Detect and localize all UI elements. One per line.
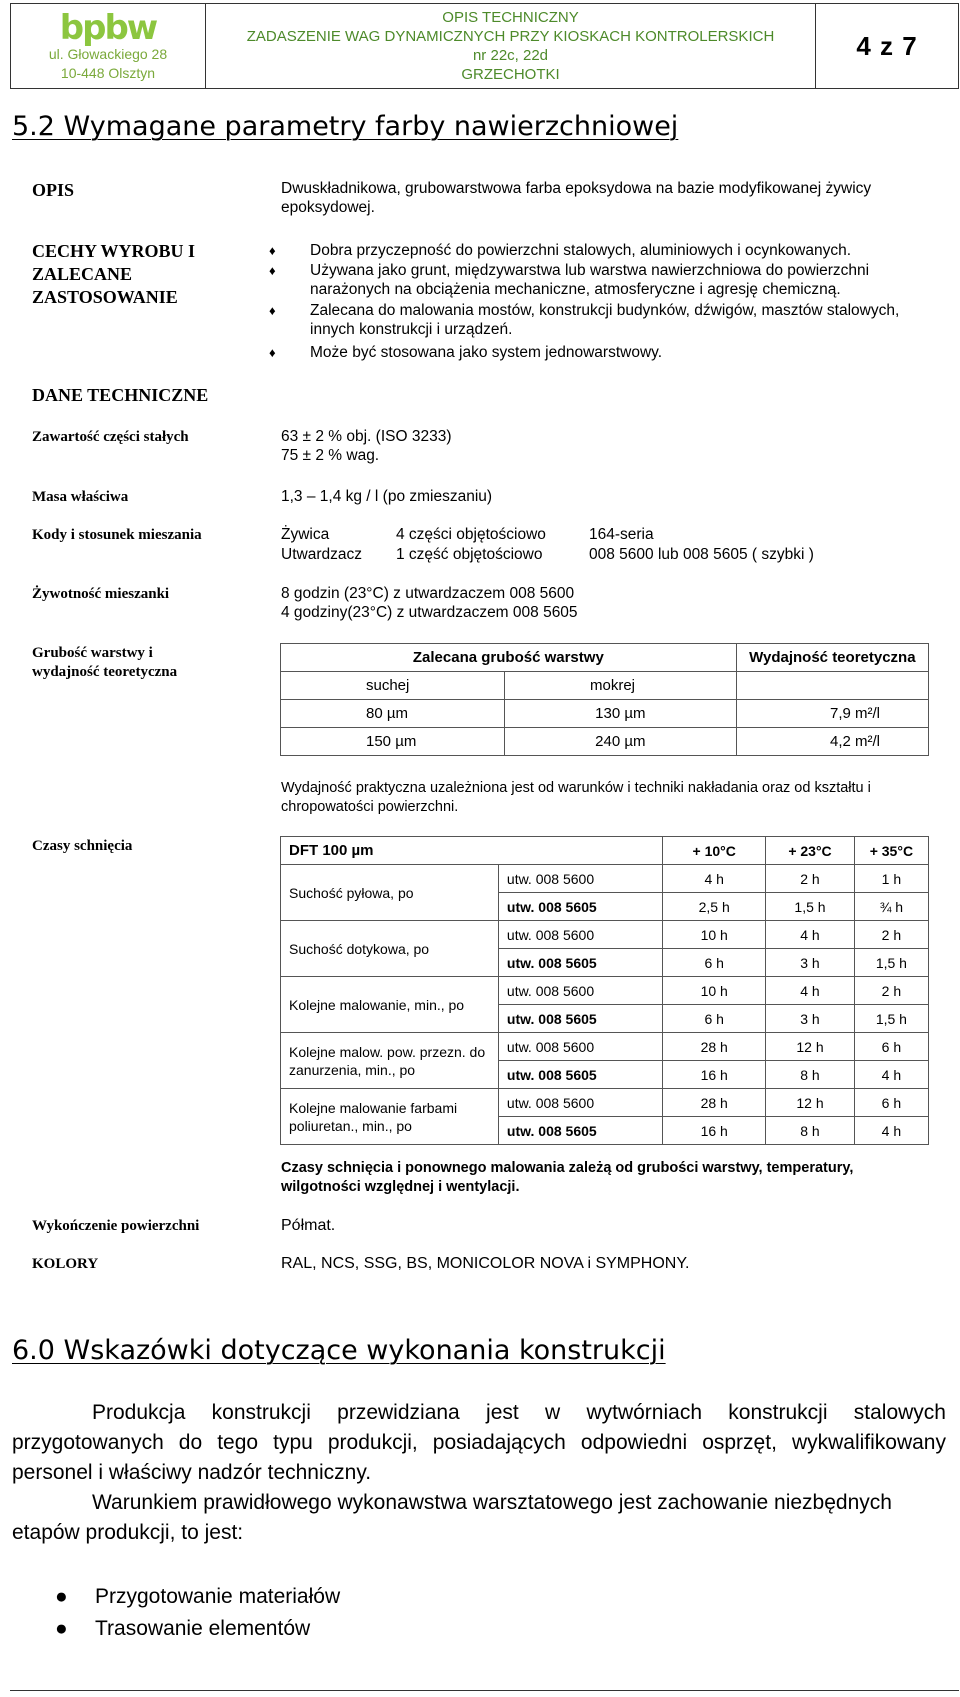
table-row xyxy=(281,921,929,949)
company-cell xyxy=(11,4,206,89)
drying-header-35: + 35°C xyxy=(854,837,928,865)
table-cell: 6 h xyxy=(854,1089,928,1117)
zawartosc-label: Zawartość części stałych xyxy=(32,429,189,445)
table-cell: 8 h xyxy=(766,1061,855,1089)
table-cell: 12 h xyxy=(766,1033,855,1061)
drying-group-label: Suchość pyłowa, po xyxy=(281,865,499,921)
kody-cell: 008 5600 lub 008 5605 ( szybki ) xyxy=(589,546,814,563)
address-line-2: 10-448 Olsztyn xyxy=(60,65,156,81)
doc-line-2: ZADASZENIE WAG DYNAMICZNYCH PRZY KIOSKACH KONTROLERSKICH xyxy=(246,28,775,45)
opis-text: Dwuskładnikowa, grubowarstwowa farba epoksydowa na bazie modyfikowanej żywicy epoksydowej. xyxy=(281,180,872,216)
dane-techniczne-label: DANE TECHNICZNE xyxy=(32,385,209,405)
table-cell: 16 h xyxy=(663,1061,766,1089)
diamond-bullet-icon: ♦ xyxy=(269,303,276,318)
table-cell: utw. 008 5605 xyxy=(498,949,662,977)
list-item: ♦ Dobra przyczepność do powierzchni stalowych, aluminiowych i ocynkowanych. xyxy=(269,242,852,259)
table-cell: 4 h xyxy=(766,977,855,1005)
table-row xyxy=(281,1089,929,1117)
kolory-value: RAL, NCS, SSG, BS, MONICOLOR NOVA i SYMPHONY. xyxy=(281,1255,690,1272)
table-cell: 4 h xyxy=(854,1117,928,1145)
bullet-icon: ● xyxy=(55,1617,68,1640)
wydajnosc-note: Wydajność praktyczna uzależniona jest od warunków i techniki nakładania oraz od kształtu i chropowatości powierzchni. xyxy=(281,780,871,815)
table-cell: 4 h xyxy=(663,865,766,893)
table-cell: 8 h xyxy=(766,1117,855,1145)
thickness-header-2: Wydajność teoretyczna xyxy=(736,644,928,672)
doc-line-3: nr 22c, 22d xyxy=(472,47,549,64)
grubosc-label xyxy=(32,644,177,682)
list-item: ♦ Zalecana do malowania mostów, konstrukcji budynków, dźwigów, masztów stalowych, innych konstrukcji i urządzeń. xyxy=(269,302,900,338)
footer-divider xyxy=(10,1690,959,1691)
table-cell: 1,5 h xyxy=(766,893,855,921)
document-title-cell xyxy=(206,4,816,89)
kody-cell: 1 część objętościowo xyxy=(396,546,543,563)
opis-label: OPIS xyxy=(32,180,75,200)
kody-label: Kody i stosunek mieszania xyxy=(32,527,202,543)
table-cell: 7,9 m²/l xyxy=(736,700,928,728)
zywotnosc-value-1: 8 godzin (23°C) z utwardzaczem 008 5600 xyxy=(281,585,575,602)
kolory-label: KOLORY xyxy=(32,1256,99,1272)
drying-group-label: Kolejne malowanie, min., po xyxy=(281,977,499,1033)
table-cell: utw. 008 5600 xyxy=(498,977,662,1005)
kody-cell: 164-seria xyxy=(589,526,654,543)
paragraph-2: Warunkiem prawidłowego wykonawstwa warsztatowego jest zachowanie niezbędnych etapów produkcji, to jest: xyxy=(12,1491,892,1544)
doc-line-1: OPIS TECHNICZNY xyxy=(442,9,579,26)
cechy-label xyxy=(32,240,195,309)
table-cell: 150 µm xyxy=(281,728,505,756)
table-cell: 1,5 h xyxy=(854,1005,928,1033)
table-row xyxy=(281,728,929,756)
czasy-label: Czasy schnięcia xyxy=(32,838,133,854)
page-header xyxy=(10,3,959,89)
table-cell: 28 h xyxy=(663,1033,766,1061)
thickness-table xyxy=(280,643,929,756)
table-cell: 4 h xyxy=(854,1061,928,1089)
table-cell: ¾ h xyxy=(854,893,928,921)
paragraph-1: Produkcja konstrukcji przewidziana jest w wytwórniach konstrukcji stalowych przygotowanych do tego typu produkcji, posiadających odpowiedni osprzęt, wykwalifikowany personel i właściwy nadzór techniczny. xyxy=(12,1401,946,1484)
diamond-bullet-icon: ♦ xyxy=(269,263,276,278)
table-cell: utw. 008 5600 xyxy=(498,921,662,949)
table-cell: 16 h xyxy=(663,1117,766,1145)
drying-group-label: Kolejne malowanie farbami poliuretan., min., po xyxy=(281,1089,499,1145)
masa-label: Masa właściwa xyxy=(32,489,129,505)
diamond-bullet-icon: ♦ xyxy=(269,345,276,360)
drying-header-10: + 10°C xyxy=(663,837,766,865)
table-cell: 2 h xyxy=(766,865,855,893)
section-5-2-title: 5.2 Wymagane parametry farby nawierzchniowej xyxy=(12,111,679,142)
wykonczenie-value: Półmat. xyxy=(281,1217,336,1234)
thickness-header-1: Zalecana grubość warstwy xyxy=(281,644,737,672)
thickness-sub-1: suchej xyxy=(281,672,505,700)
table-cell: 2 h xyxy=(854,977,928,1005)
list-item: ● Trasowanie elementów xyxy=(55,1614,310,1644)
czasy-note: Czasy schnięcia i ponownego malowania zależą od grubości warstwy, temperatury, wilgotności względnej i wentylacji. xyxy=(281,1160,854,1195)
zywotnosc-label: Żywotność mieszanki xyxy=(32,586,170,602)
table-cell: utw. 008 5600 xyxy=(498,865,662,893)
table-cell: 1 h xyxy=(854,865,928,893)
drying-table xyxy=(280,836,929,1145)
list-item: ♦ Może być stosowana jako system jednowarstwowy. xyxy=(269,344,663,361)
cechy-label-line-1: CECHY WYROBU I xyxy=(32,241,196,261)
drying-group-label: Suchość dotykowa, po xyxy=(281,921,499,977)
table-cell: 6 h xyxy=(854,1033,928,1061)
grubosc-label-line-2: wydajność teoretyczna xyxy=(32,664,178,680)
table-cell: utw. 008 5605 xyxy=(498,1117,662,1145)
table-cell: utw. 008 5605 xyxy=(498,1061,662,1089)
cechy-label-line-2: ZALECANE xyxy=(32,264,133,284)
section-6-0-title: 6.0 Wskazówki dotyczące wykonania konstrukcji xyxy=(12,1335,666,1366)
table-cell: 28 h xyxy=(663,1089,766,1117)
company-logo: bpbw xyxy=(59,8,157,48)
bullet-icon: ● xyxy=(55,1585,68,1608)
table-cell: utw. 008 5600 xyxy=(498,1033,662,1061)
address-line-1: ul. Głowackiego 28 xyxy=(48,46,168,62)
zawartosc-value-1: 63 ± 2 % obj. (ISO 3233) xyxy=(281,428,452,445)
page-number: 4 z 7 xyxy=(816,4,959,89)
table-cell: 6 h xyxy=(663,949,766,977)
table-cell: 4,2 m²/l xyxy=(736,728,928,756)
table-cell: 1,5 h xyxy=(854,949,928,977)
zawartosc-value-2: 75 ± 2 % wag. xyxy=(281,447,380,464)
table-cell: 3 h xyxy=(766,1005,855,1033)
table-cell: 10 h xyxy=(663,921,766,949)
grubosc-label-line-1: Grubość warstwy i xyxy=(32,645,153,661)
table-cell: utw. 008 5605 xyxy=(498,1005,662,1033)
masa-value: 1,3 – 1,4 kg / l (po zmieszaniu) xyxy=(281,488,493,505)
drying-header-dft: DFT 100 µm xyxy=(281,837,663,865)
table-cell: 80 µm xyxy=(281,700,505,728)
table-row xyxy=(281,700,929,728)
kody-cell: Utwardzacz xyxy=(281,546,362,563)
table-row xyxy=(281,977,929,1005)
kody-cell: 4 części objętościowo xyxy=(396,526,546,543)
table-cell: 2 h xyxy=(854,921,928,949)
table-row xyxy=(281,1033,929,1061)
table-cell: 130 µm xyxy=(505,700,737,728)
table-cell: 2,5 h xyxy=(663,893,766,921)
thickness-sub-empty xyxy=(736,672,928,700)
list-item: ♦ Używana jako grunt, międzywarstwa lub warstwa nawierzchniowa do powierzchni narażonych na obciążenia mechaniczne, atmosferyczne i agresję chemiczną. xyxy=(269,262,870,298)
table-cell: 4 h xyxy=(766,921,855,949)
drying-group-label: Kolejne malow. pow. przezn. do zanurzenia, min., po xyxy=(281,1033,499,1089)
thickness-sub-2: mokrej xyxy=(505,672,737,700)
table-cell: 6 h xyxy=(663,1005,766,1033)
table-cell: 12 h xyxy=(766,1089,855,1117)
drying-header-23: + 23°C xyxy=(766,837,855,865)
doc-line-4: GRZECHOTKI xyxy=(461,66,560,83)
table-row xyxy=(281,865,929,893)
list-item: ● Przygotowanie materiałów xyxy=(55,1582,340,1612)
diamond-bullet-icon: ♦ xyxy=(269,243,276,258)
table-cell: utw. 008 5600 xyxy=(498,1089,662,1117)
wykonczenie-label: Wykończenie powierzchni xyxy=(32,1218,200,1234)
table-cell: 3 h xyxy=(766,949,855,977)
kody-cell: Żywica xyxy=(281,526,330,543)
zywotnosc-value-2: 4 godziny(23°C) z utwardzaczem 008 5605 xyxy=(281,604,578,621)
table-cell: utw. 008 5605 xyxy=(498,893,662,921)
cechy-label-line-3: ZASTOSOWANIE xyxy=(32,287,178,307)
table-cell: 10 h xyxy=(663,977,766,1005)
table-cell: 240 µm xyxy=(505,728,737,756)
